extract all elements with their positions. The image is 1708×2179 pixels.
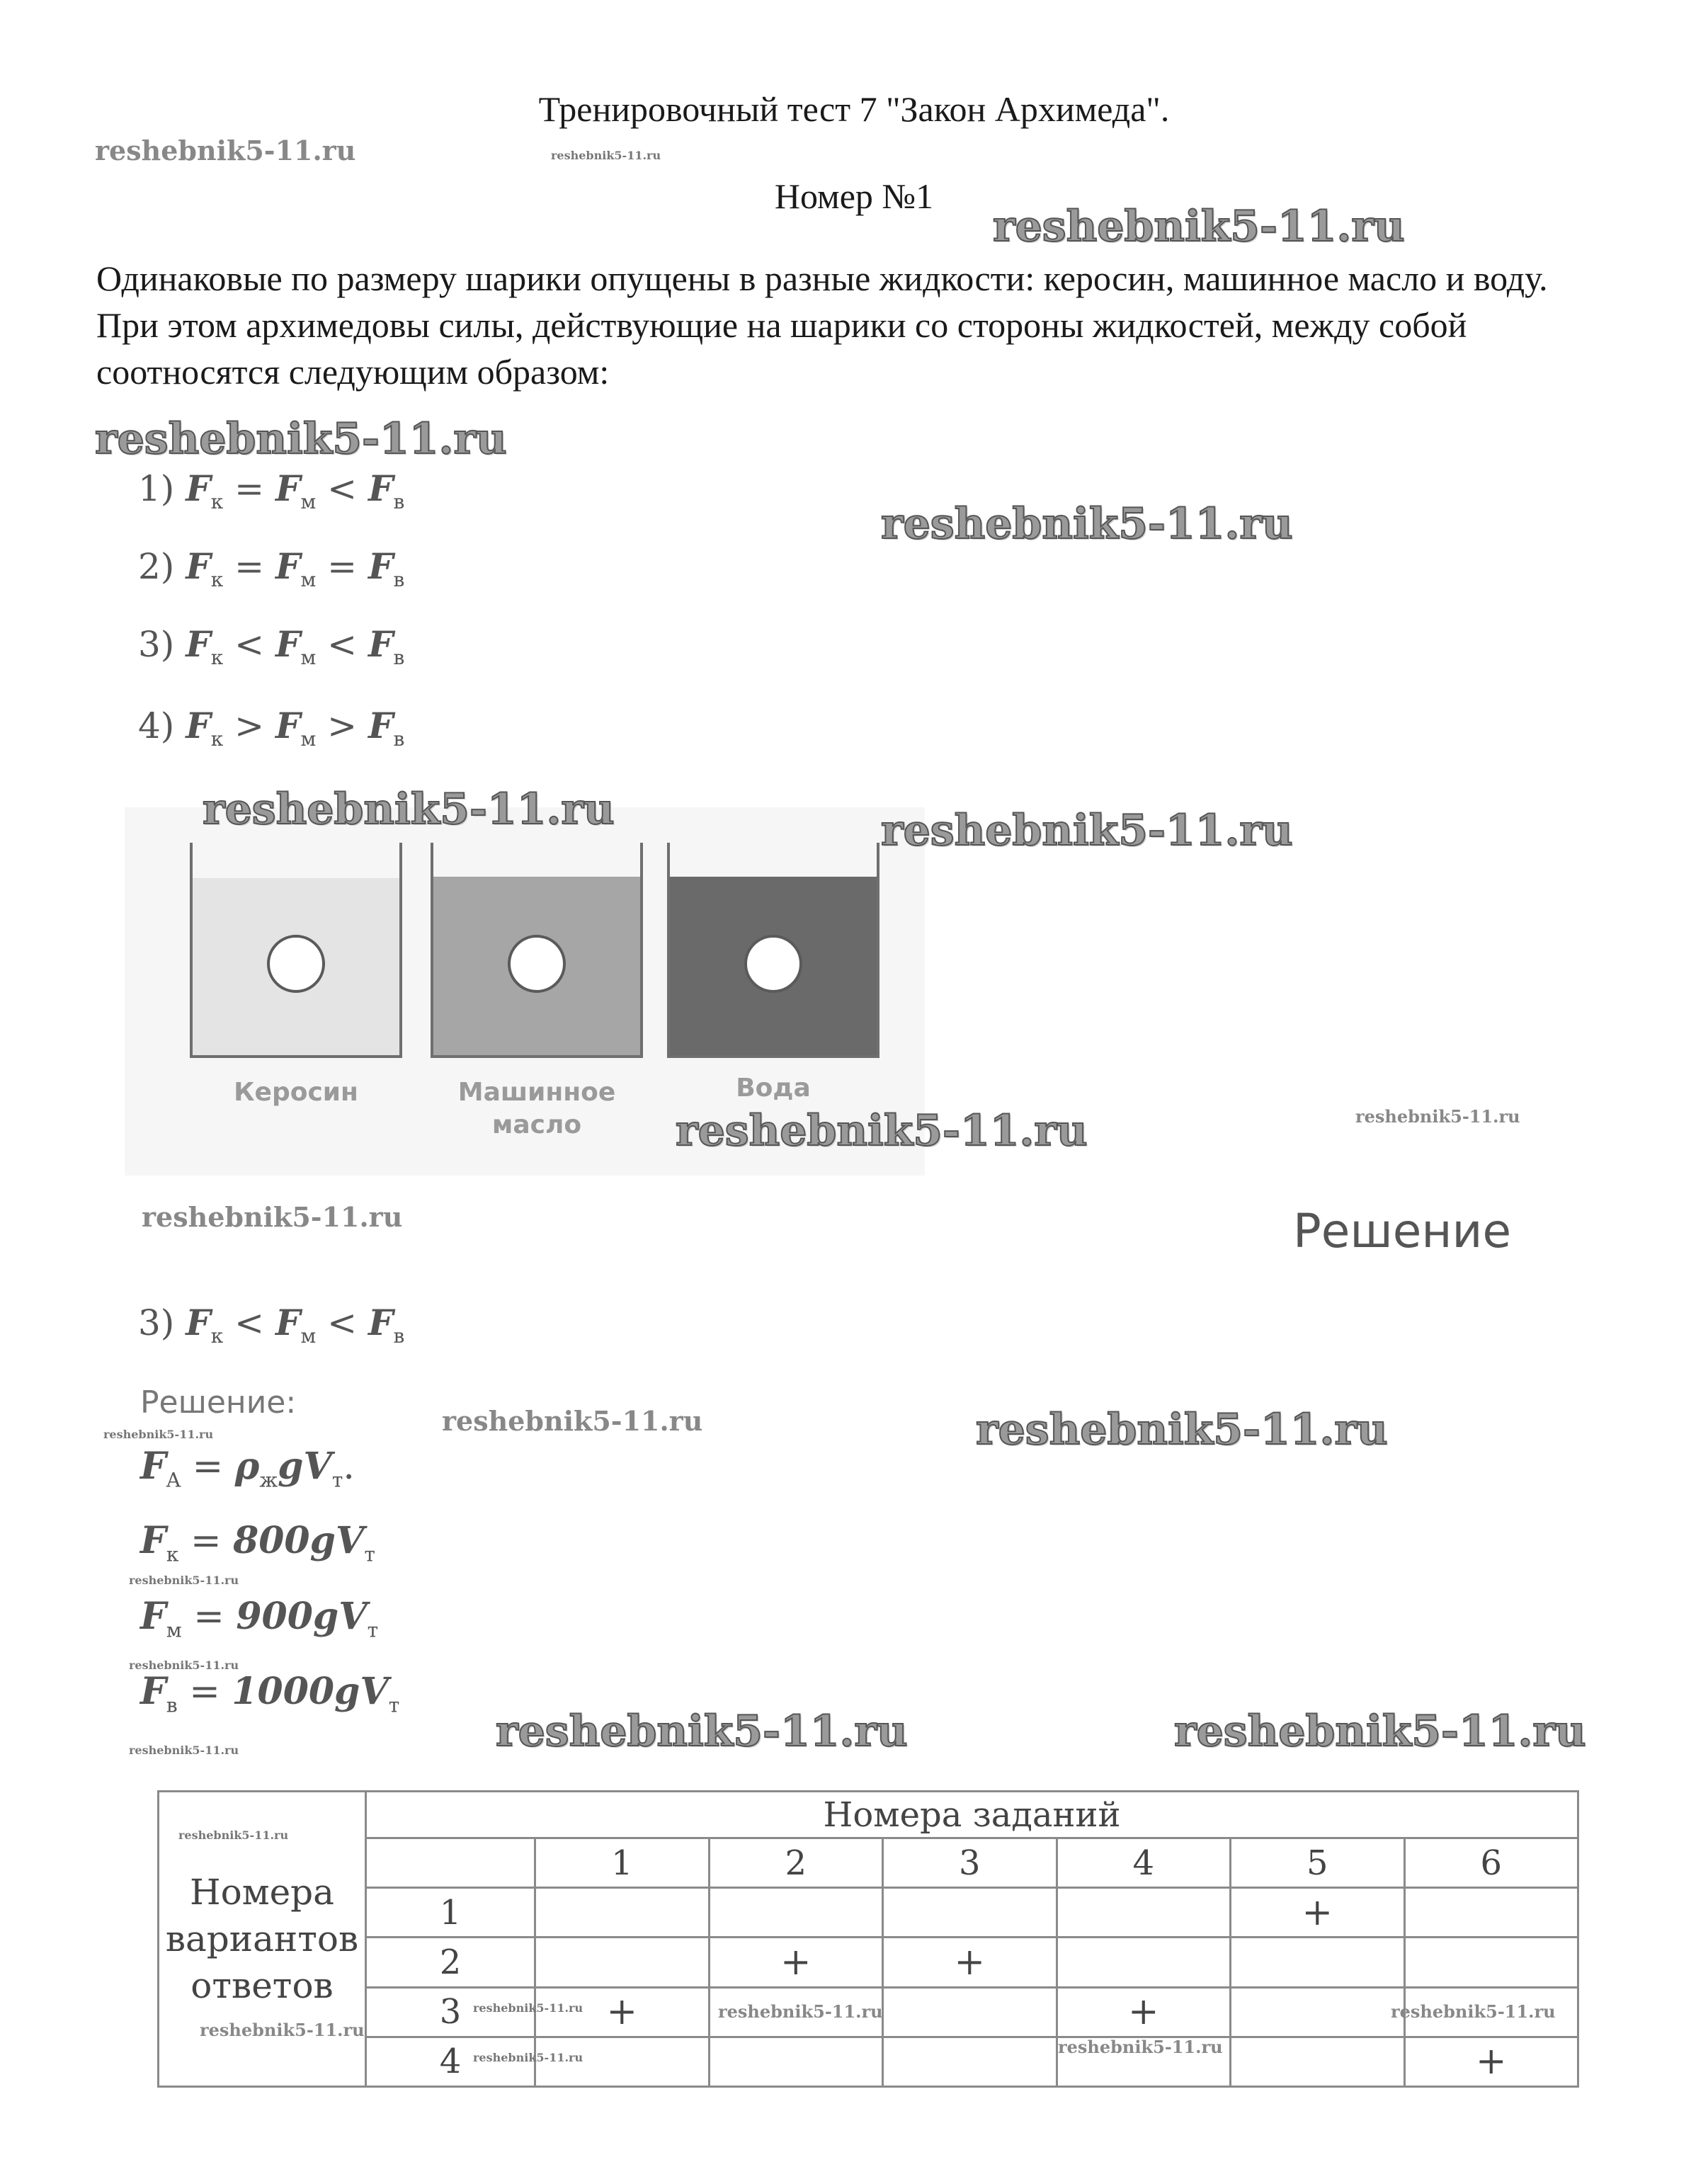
grid-row-label: 4: [366, 2037, 535, 2086]
watermark: reshebnik5-11.ru: [676, 1106, 1088, 1156]
grid-cell: [535, 1938, 710, 1987]
grid-row-label: 3: [366, 1987, 535, 2037]
grid-cell: [1231, 1987, 1405, 2037]
grid-cell: [1231, 2037, 1405, 2086]
formula-archimedes: $F_A = \rho_жgV_т$.: [140, 1445, 355, 1492]
option-2: 2) $F_к = F_м = F_в$: [138, 545, 405, 591]
solution-tag: Решение: [1293, 1204, 1512, 1258]
formula-water: $F_в = 1000gV_т$: [140, 1670, 400, 1717]
watermark: reshebnik5-11.ru: [200, 2020, 365, 2040]
vessel-water: [667, 843, 879, 1058]
watermark: reshebnik5-11.ru: [129, 1743, 239, 1757]
watermark: reshebnik5-11.ru: [881, 806, 1293, 855]
vessel-kerosene: [190, 843, 402, 1058]
ball: [744, 935, 802, 993]
document-title: Тренировочный тест 7 "Закон Архимеда".: [538, 89, 1170, 129]
grid-corner: [366, 1838, 535, 1888]
grid-cell: [1404, 1888, 1578, 1938]
grid-col-3: 3: [883, 1838, 1057, 1888]
watermark: reshebnik5-11.ru: [993, 202, 1405, 251]
formula-oil: $F_м = 900gV_т$: [140, 1595, 379, 1642]
option-1: 1) $F_к = F_м < F_в$: [138, 467, 405, 513]
watermark: reshebnik5-11.ru: [129, 1574, 239, 1587]
watermark: reshebnik5-11.ru: [496, 1707, 908, 1756]
watermark: reshebnik5-11.ru: [178, 1828, 289, 1842]
watermark: reshebnik5-11.ru: [473, 2001, 583, 2015]
grid-row-header: Номера вариантов ответов: [159, 1792, 366, 2087]
watermark: reshebnik5-11.ru: [718, 2001, 883, 2022]
watermark: reshebnik5-11.ru: [1355, 1106, 1520, 1127]
problem-text: Одинаковые по размеру шарики опущены в разные жидкости: керосин, машинное масло и воду. При этом архимедовы силы, действующие на шарики со стороны жидкостей, между собой соотносятся следующим образом:: [96, 258, 1548, 392]
grid-cell: [1231, 1938, 1405, 1987]
watermark: reshebnik5-11.ru: [442, 1405, 703, 1437]
watermark: reshebnik5-11.ru: [1174, 1707, 1586, 1756]
option-4: 4) $F_к > F_м > F_в$: [138, 705, 405, 751]
label-water: Вода: [736, 1074, 811, 1103]
watermark: reshebnik5-11.ru: [976, 1405, 1388, 1455]
watermark: reshebnik5-11.ru: [129, 1659, 239, 1672]
ball: [267, 935, 325, 993]
grid-cell: +: [1057, 1987, 1231, 2037]
label-kerosene: Керосин: [234, 1078, 358, 1107]
grid-cell: +: [1404, 2037, 1578, 2086]
grid-col-2: 2: [709, 1838, 883, 1888]
watermark: reshebnik5-11.ru: [95, 135, 356, 166]
grid-cell: [1404, 1938, 1578, 1987]
watermark: reshebnik5-11.ru: [142, 1201, 403, 1233]
answer: 3) $F_к < F_м < F_в$: [138, 1302, 405, 1348]
option-3: 3) $F_к < F_м < F_в$: [138, 623, 405, 669]
answer-grid: [157, 1790, 1579, 2088]
grid-header: Номера заданий: [366, 1792, 1578, 1838]
grid-col-4: 4: [1057, 1838, 1231, 1888]
grid-cell: +: [535, 1987, 710, 2037]
watermark: reshebnik5-11.ru: [1391, 2001, 1556, 2022]
grid-row-label: 1: [366, 1888, 535, 1938]
grid-cell: [709, 1888, 883, 1938]
watermark: reshebnik5-11.ru: [551, 149, 661, 162]
grid-cell: [883, 2037, 1057, 2086]
problem-number: Номер №1: [774, 176, 934, 216]
solution-heading: Решение:: [140, 1384, 297, 1421]
grid-col-6: 6: [1404, 1838, 1578, 1888]
grid-cell: +: [1231, 1888, 1405, 1938]
grid-cell: [535, 1888, 710, 1938]
grid-col-1: 1: [535, 1838, 710, 1888]
formula-kerosene: $F_к = 800gV_т$: [140, 1519, 375, 1566]
watermark: reshebnik5-11.ru: [203, 785, 615, 834]
grid-cell: +: [709, 1938, 883, 1987]
grid-cell: [709, 2037, 883, 2086]
grid-cell: [883, 1987, 1057, 2037]
grid-cell: [1057, 1938, 1231, 1987]
grid-row-label: 2: [366, 1938, 535, 1987]
watermark: reshebnik5-11.ru: [103, 1428, 214, 1441]
watermark: reshebnik5-11.ru: [473, 2051, 583, 2064]
watermark: reshebnik5-11.ru: [1058, 2037, 1223, 2057]
ball: [508, 935, 566, 993]
grid-cell: [883, 1888, 1057, 1938]
grid-cell: +: [883, 1938, 1057, 1987]
label-oil: Машинное масло: [457, 1078, 616, 1139]
vessel-oil: [431, 843, 643, 1058]
watermark: reshebnik5-11.ru: [95, 414, 507, 464]
grid-cell: [1057, 1888, 1231, 1938]
grid-col-5: 5: [1231, 1838, 1405, 1888]
watermark: reshebnik5-11.ru: [881, 499, 1293, 549]
